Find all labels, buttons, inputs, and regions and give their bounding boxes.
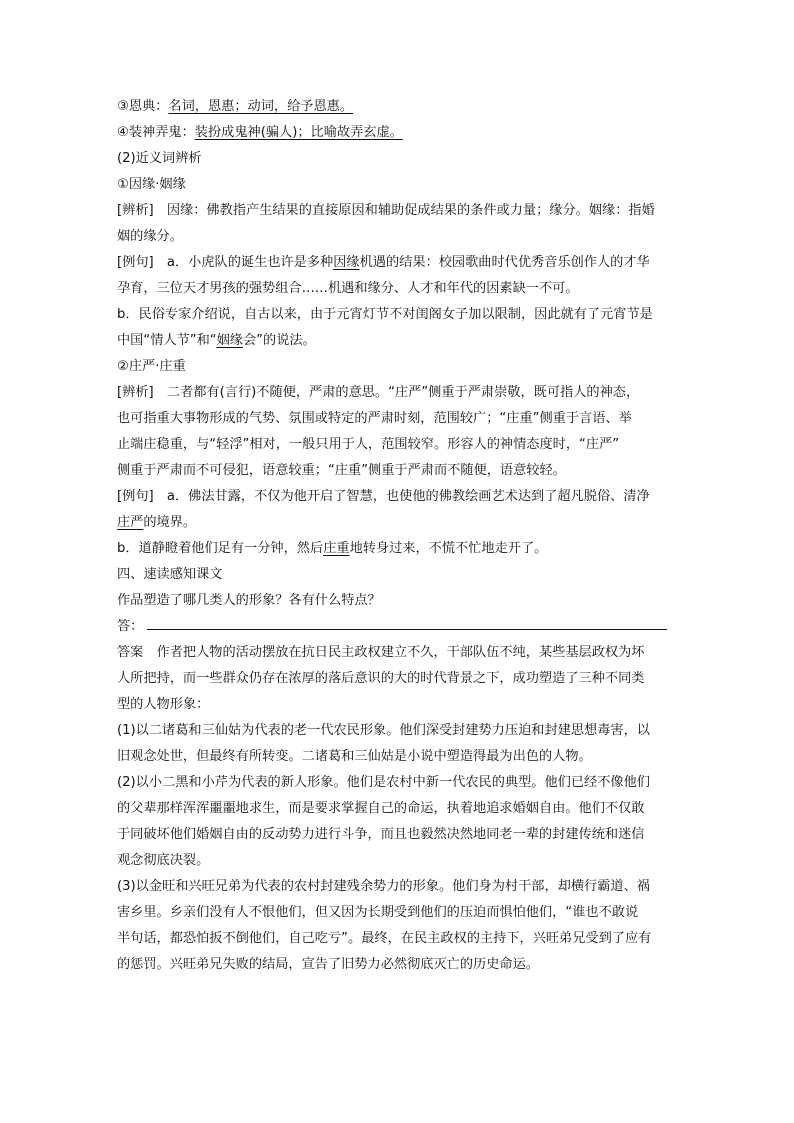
example-text: a．佛法甘露，不仅为他开启了智慧，也使他的佛教绘画艺术达到了超凡脱俗、清净	[153, 489, 650, 504]
point2-line2: 的父辈那样浑浑噩噩地求生，而是要求掌握自己的命运，执着地追求婚姻自由。他们不仅敢	[117, 801, 645, 816]
example-text: 机遇的结果：校园歌曲时代优秀音乐创作人的才华	[359, 255, 650, 270]
pair2-analysis-line2: 也可指重大事物形成的气势、氛围或特定的严肃时刻，范围较广；“庄重”侧重于言语、举	[117, 411, 632, 426]
section4-heading: 四、速读感知课文	[117, 567, 223, 582]
example-text: 中国“情人节”和“	[117, 333, 217, 348]
answer-text: 作者把人物的活动摆放在抗日民主政权建立不久，干部队伍不纯，某些基层政权为坏	[143, 645, 645, 660]
example-text: 的境界。	[143, 515, 197, 530]
pair1-analysis-line1	[117, 198, 677, 224]
zhuangshen-definition: 装扮成鬼神(骗人)；比喻故弄玄虚。	[194, 125, 403, 140]
pair2-example-a-line1	[117, 484, 677, 510]
enhui-definition: 名词，恩惠；动词，给予恩惠。	[168, 99, 354, 114]
point3-line1: (3)以金旺和兴旺兄弟为代表的农村封建残余势力的形象。他们身为村干部，却横行霸道、祸	[117, 879, 650, 894]
point2-line1: (2)以小二黑和小芹为代表的新人形象。他们是农村中新一代农民的典型。他们已经不像他们	[117, 775, 650, 790]
analysis-text: 因缘：佛教指产生结果的直接原因和辅助促成结果的条件或力量；缘分。姻缘：指婚	[153, 203, 655, 218]
point1-line2: 旧观念处世，但最终有所转变。二诸葛和三仙姑是小说中塑造得最为出色的人物。	[117, 749, 592, 764]
analysis-text: 二者都有(言行)不随便，严肃的意思。“庄严”侧重于严肃崇敬，既可指人的神态，	[153, 385, 640, 400]
pair2-analysis-line4: 侧重于严肃而不可侵犯，语意较重；“庄重”侧重于严肃而不随便，语意较轻。	[117, 463, 566, 478]
point3-line3: 半句话，都恐怕扳不倒他们，自己吃亏”。最终，在民主政权的主持下，兴旺弟兄受到了应有	[117, 931, 652, 946]
example-tag: [例句]	[117, 489, 154, 504]
example-keyword: 姻缘	[216, 333, 243, 348]
document-page	[117, 94, 677, 978]
example-keyword: 因缘	[333, 255, 360, 270]
pair1-analysis-line2: 姻的缘分。	[117, 229, 183, 244]
pair2-title: ②庄严·庄重	[117, 359, 186, 374]
point1-line1: (1)以二诸葛和三仙姑为代表的老一代农民形象。他们深受封建势力压迫和封建思想毒害，以	[117, 723, 650, 738]
point2-line3: 于同破坏他们婚姻自由的反动势力进行斗争，而且也毅然决然地同老一辈的封建传统和迷信	[117, 827, 645, 842]
section2-heading: (2)近义词辨析	[117, 151, 202, 166]
pair2-example-a-line2	[117, 510, 677, 536]
pair1-title: ①因缘·姻缘	[117, 177, 186, 192]
example-tag: [例句]	[117, 255, 154, 270]
analysis-tag: [辨析]	[117, 203, 154, 218]
pair1-example-a-line2: 孕育，三位天才男孩的强势组合……机遇和缘分、人才和年代的因素缺一不可。	[117, 281, 579, 296]
example-keyword: 庄严	[117, 515, 144, 530]
analysis-tag: [辨析]	[117, 385, 154, 400]
example-text: b．道静瞪着他们足有一分钟，然后	[117, 541, 324, 556]
answer-line3: 型的人物形象：	[117, 697, 210, 712]
example-text: a．小虎队的诞生也许是多种	[153, 255, 334, 270]
answer-field[interactable]	[117, 614, 677, 640]
example-text: 地转身过来，不慌不忙地走开了。	[349, 541, 548, 556]
pair1-example-a-line1	[117, 250, 677, 276]
answer-label: 答：	[117, 619, 144, 634]
point2-line4: 观念彻底决裂。	[117, 853, 210, 868]
example-text: 会”的说法。	[243, 333, 316, 348]
answer-blank-line[interactable]	[147, 615, 667, 630]
zhuangshen-item	[117, 120, 677, 146]
answer-line2: 人所把持，而一些群众仍存在浓厚的落后意识的大的时代背景之下，成功塑造了三种不同类	[117, 671, 645, 686]
section4-question: 作品塑造了哪几类人的形象？各有什么特点？	[117, 593, 381, 608]
zhuangshen-term: ④装神弄鬼：	[117, 125, 195, 140]
point3-line2: 害乡里。乡亲们没有人不恨他们，但又因为长期受到他们的压迫而惧怕他们，“谁也不敢说	[117, 905, 639, 920]
answer-tag: 答案	[117, 645, 144, 660]
pair2-analysis-line3: 止端庄稳重，与“轻浮”相对，一般只用于人，范围较窄。形容人的神情态度时，“庄严”	[117, 437, 620, 452]
example-keyword: 庄重	[323, 541, 350, 556]
enhui-term: ③恩典：	[117, 99, 169, 114]
enhui-item	[117, 94, 677, 120]
pair1-example-b-line2	[117, 328, 677, 354]
point3-line4: 的惩罚。兴旺弟兄失败的结局，宣告了旧势力必然彻底灭亡的历史命运。	[117, 957, 539, 972]
pair1-example-b-line1: b．民俗专家介绍说，自古以来，由于元宵灯节不对闺阁女子加以限制，因此就有了元宵节是	[117, 307, 653, 322]
answer-line1	[117, 640, 677, 666]
pair2-analysis-line1	[117, 380, 677, 406]
pair2-example-b	[117, 536, 677, 562]
